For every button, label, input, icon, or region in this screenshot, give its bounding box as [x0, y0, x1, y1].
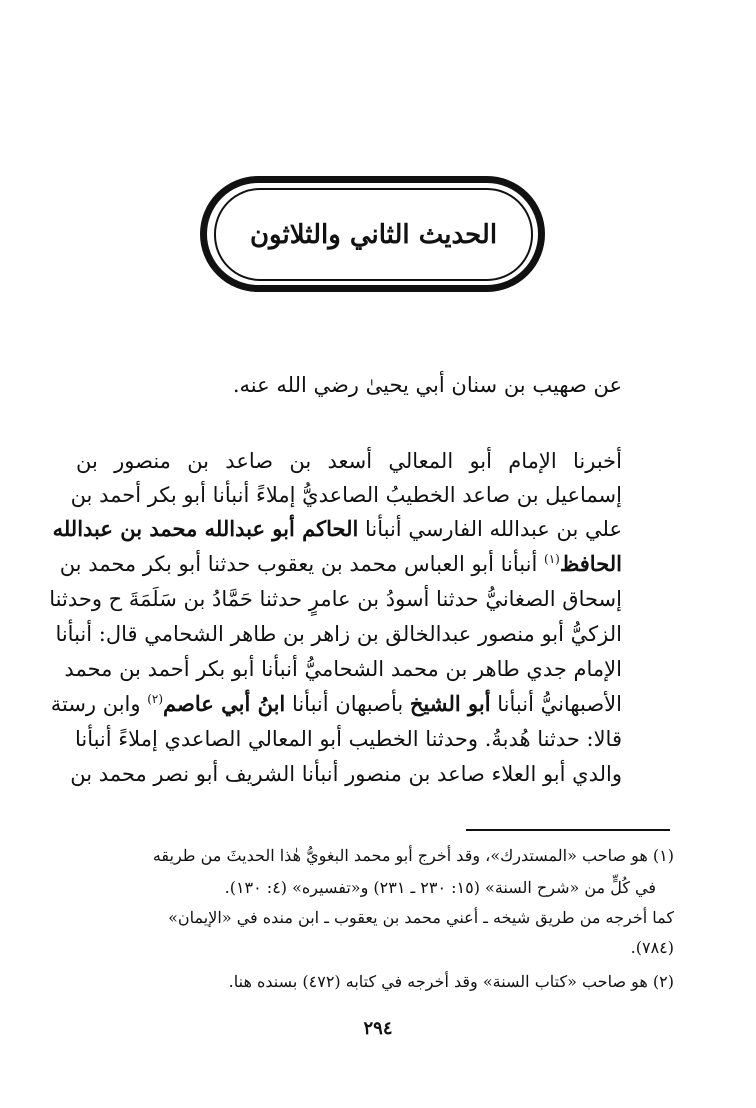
body-line-2: إسماعيل بن صاعد الخطيبُ الصاعديُّ إملاءً أنبأنا أبو بكر أحمد بن	[70, 483, 622, 507]
page-number: ٢٩٤	[363, 1018, 393, 1039]
body-line-9: قالا: حدثنا هُدبةُ. وحدثنا الخطيب أبو المعالي الصاعدي إملاءً أنبأنا	[74, 727, 622, 751]
body-line-4	[59, 549, 622, 579]
footnote-ref-2: (٢)	[147, 692, 164, 706]
footnote-1-line-4: (٧٨٤).	[630, 938, 674, 957]
body-line-1: أخبرنا الإمام أبو المعالي أسعد بن صاعد بن منصور بن	[76, 449, 622, 473]
footnote-1-line-2: في كُلٍّ من «شرح السنة» (١٥: ٢٣٠ ـ ٢٣١) و«تفسيره» (٤: ١٣٠).	[224, 878, 656, 897]
footnote-separator	[466, 829, 670, 831]
footnote-1-line-3: كما أخرجه من طريق شيخه ـ أعني محمد بن يعقوب ـ ابن منده في «الإيمان»	[168, 908, 674, 927]
body-line-6: الزكيُّ أبو منصور عبدالخالق بن زاهر بن طاهر الشحامي قال: أنبأنا	[55, 622, 622, 646]
body-line-8-bold-1: أبو الشيخ	[409, 691, 491, 716]
body-line-10: والدي أبو العلاء صاعد بن منصور أنبأنا الشريف أبو نصر محمد بن	[70, 762, 622, 786]
body-line-4-text: أنبأنا أبو العباس محمد بن يعقوب حدثنا أبو بكر محمد بن	[59, 552, 544, 576]
body-line-8-text-c: وابن رستة	[50, 692, 148, 716]
body-line-4-bold: الحافظ	[559, 551, 622, 576]
chapter-title: الحديث الثاني والثلاثون	[249, 219, 498, 250]
footnote-2: (٢) هو صاحب «كتاب السنة» وقد أخرجه في كتابه (٤٧٢) بسنده هنا.	[228, 972, 674, 991]
body-line-8-bold-2: ابنُ أبي عاصم	[163, 691, 286, 716]
footnote-1-line-1: (١) هو صاحب «المستدرك»، وقد أخرج أبو محمد البغويُّ هٰذا الحديثَ من طريقه	[152, 846, 674, 865]
body-line-8-text-a: الأصبهانيُّ أنبأنا	[490, 692, 622, 716]
body-line-8-text-b: بأصبهان أنبأنا	[285, 692, 410, 716]
footnote-ref-1: (١)	[544, 552, 560, 566]
body-line-3-text: علي بن عبدالله الفارسي أنبأنا	[358, 517, 622, 541]
body-line-3-bold: الحاكم أبو عبدالله محمد بن عبدالله	[52, 516, 359, 541]
body-line-7: الإمام جدي طاهر بن محمد الشحاميُّ أنبأنا أبو بكر أحمد بن محمد	[64, 657, 622, 681]
body-line-5: إسحاق الصغانيُّ حدثنا أسودُ بن عامرٍ حدثنا حَمَّادُ بن سَلَمَةَ ح وحدثنا	[49, 587, 622, 611]
body-line-3	[52, 514, 622, 544]
body-line-8	[50, 689, 622, 719]
intro-line: عن صهيب بن سنان أبي يحيىٰ رضي الله عنه.	[232, 373, 622, 397]
